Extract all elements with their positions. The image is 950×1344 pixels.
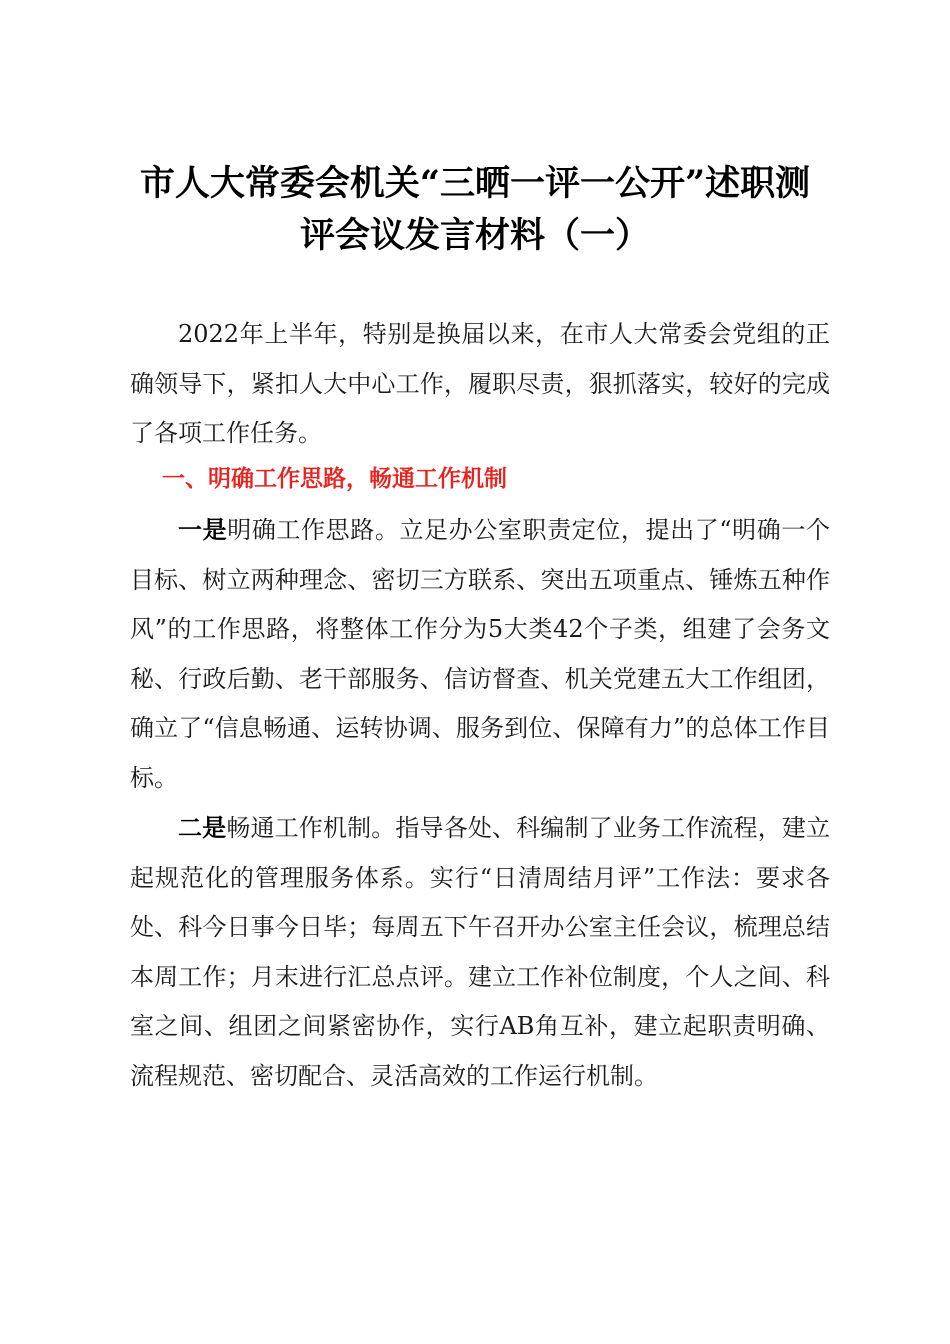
section-heading-1: 一、明确工作思路，畅通工作机制 xyxy=(162,466,507,492)
title-line-1: 市人大常委会机关“三晒一评一公开”述职测 xyxy=(139,163,811,204)
item-1-text: 明确工作思路。立足办公室职责定位，提出了“明确一个目标、树立两种理念、密切三方联系、突出五项重点、锤炼五种作风”的工作思路，将整体工作分为5大类42个子类，组建了会务文秘、行政后勤、老干部服务、信访督查、机关党建五大工作组团，确立了“信息畅通、运转协调、服务到位、保障有力”的总体工作目标。 xyxy=(130,516,830,792)
intro-paragraph: 2022年上半年，特别是换届以来，在市人大常委会党组的正确领导下，紧扣人大中心工作，履职尽责，狠抓落实，较好的完成了各项工作任务。 xyxy=(130,320,830,447)
title-line-2: 评会议发言材料（一） xyxy=(299,215,650,256)
document-title xyxy=(100,158,850,262)
item-2-text: 畅通工作机制。指导各处、科编制了业务工作流程，建立起规范化的管理服务体系。实行“日清周结月评”工作法：要求各处、科今日事今日毕；每周五下午召开办公室主任会议，梳理总结本周工作；月末进行汇总点评。建立工作补位制度，个人之间、科室之间、组团之间紧密协作，实行AB角互补，建立起职责明确、流程规范、密切配合、灵活高效的工作运行机制。 xyxy=(130,814,831,1090)
paragraph-item-1 xyxy=(130,506,830,803)
item-2-lead: 二是 xyxy=(178,814,227,842)
paragraph-item-2 xyxy=(130,804,830,1101)
item-1-lead: 一是 xyxy=(178,516,228,544)
